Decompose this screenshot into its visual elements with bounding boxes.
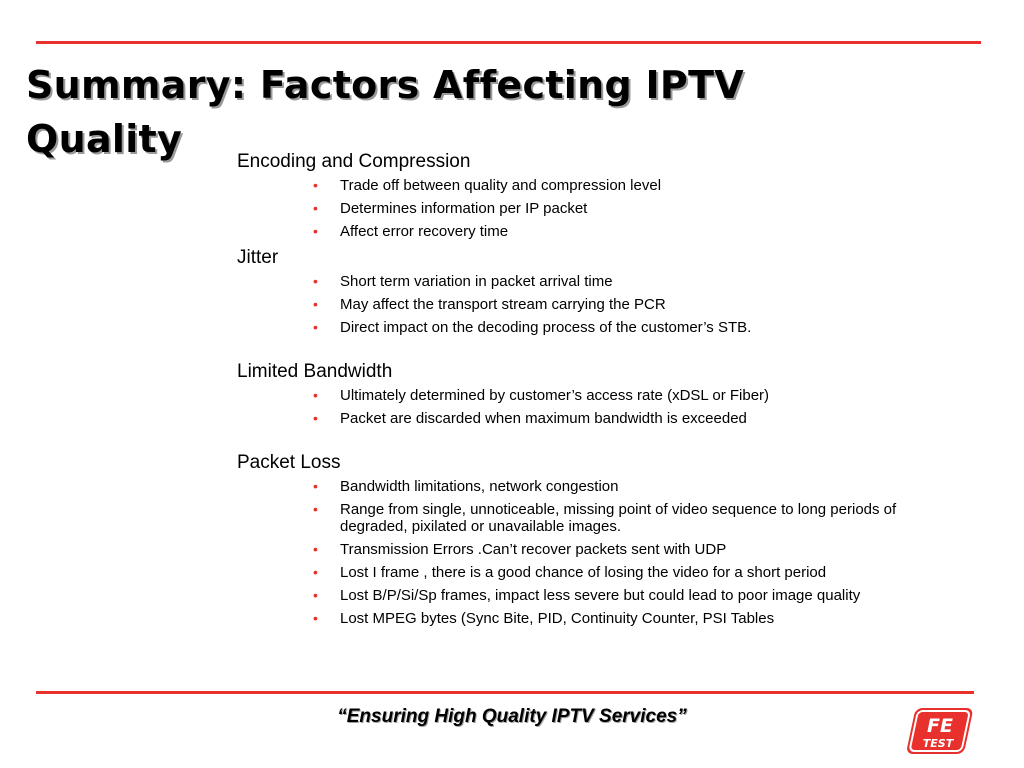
fe-test-logo-icon	[904, 706, 976, 756]
section-heading: Jitter	[237, 247, 279, 268]
list-item: • Trade off between quality and compression level	[313, 177, 662, 194]
bullet-list	[237, 177, 957, 240]
section-heading: Packet Loss	[237, 452, 341, 473]
bullet-icon: •	[313, 541, 318, 557]
bullet-list	[237, 387, 957, 427]
bullet-icon: •	[313, 478, 318, 494]
slide-title: Summary: Factors Affecting IPTV Quality	[26, 63, 745, 161]
section-encoding	[237, 150, 957, 240]
list-item: • Determines information per IP packet	[313, 200, 588, 217]
list-item: • Short term variation in packet arrival time	[313, 273, 613, 290]
bullet-icon: •	[313, 410, 318, 426]
bullet-icon: •	[313, 223, 318, 239]
list-item: • May affect the transport stream carrying the PCR	[313, 296, 666, 313]
list-item: • Lost MPEG bytes (Sync Bite, PID, Continuity Counter, PSI Tables	[313, 610, 775, 627]
list-item: • Range from single, unnoticeable, missing point of video sequence to long periods of degraded, pixilated or unavailable images.	[313, 501, 897, 535]
list-item: • Lost B/P/Si/Sp frames, impact less severe but could lead to poor image quality	[313, 587, 861, 604]
list-item: • Ultimately determined by customer’s access rate (xDSL or Fiber)	[313, 387, 770, 404]
footer-tagline: “Ensuring High Quality IPTV Services”	[337, 706, 687, 727]
list-item: • Transmission Errors .Can’t recover packets sent with UDP	[313, 541, 727, 558]
list-item: • Packet are discarded when maximum bandwidth is exceeded	[313, 410, 747, 427]
section-bandwidth	[237, 360, 957, 427]
bullet-icon: •	[313, 319, 318, 335]
bullet-icon: •	[313, 200, 318, 216]
list-item: • Affect error recovery time	[313, 223, 509, 240]
bullet-icon: •	[313, 273, 318, 289]
bullet-icon: •	[313, 610, 318, 626]
bullet-list	[237, 478, 957, 627]
list-item: • Direct impact on the decoding process of the customer’s STB.	[313, 319, 752, 336]
section-heading: Limited Bandwidth	[237, 361, 393, 382]
section-heading: Encoding and Compression	[237, 151, 471, 172]
bullet-icon: •	[313, 177, 318, 193]
bullet-icon: •	[313, 296, 318, 312]
bullet-icon: •	[313, 387, 318, 403]
list-item: • Bandwidth limitations, network congestion	[313, 478, 619, 495]
slide-content	[237, 150, 957, 633]
bullet-icon: •	[313, 501, 318, 517]
bullet-list	[237, 273, 957, 336]
logo-text-bottom: TEST	[922, 737, 954, 750]
section-jitter	[237, 246, 957, 336]
list-item: • Lost I frame , there is a good chance of losing the video for a short period	[313, 564, 827, 581]
logo-text-top: FE	[927, 715, 953, 737]
top-divider	[36, 41, 981, 44]
bullet-icon: •	[313, 587, 318, 603]
section-packet-loss	[237, 451, 957, 627]
bottom-divider	[36, 691, 974, 694]
bullet-icon: •	[313, 564, 318, 580]
